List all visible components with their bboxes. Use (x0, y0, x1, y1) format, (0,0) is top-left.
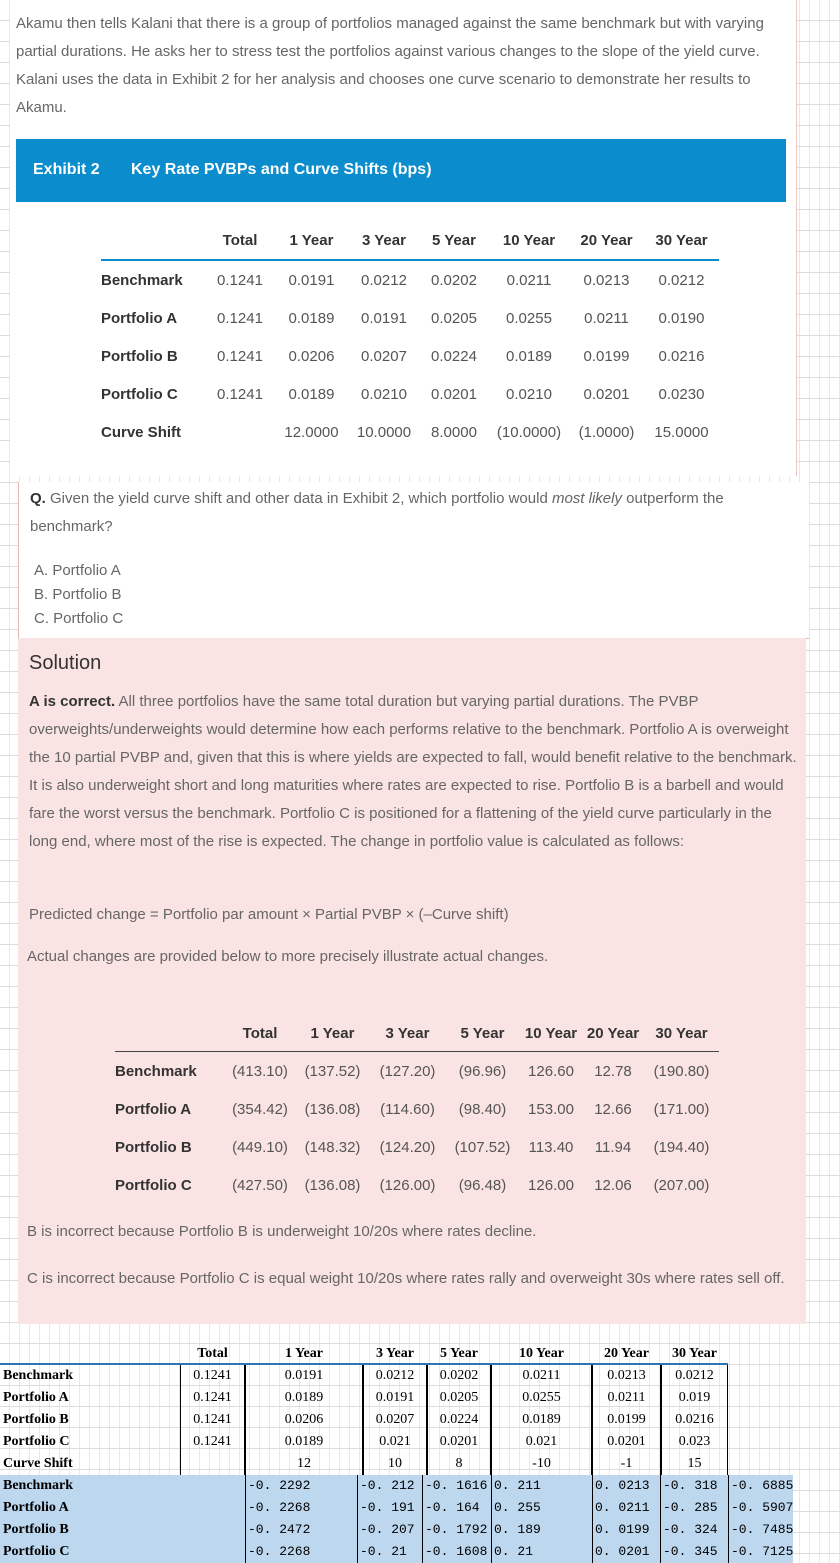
exhibit-cell: 0.0189 (506, 347, 552, 365)
exhibit-number: Exhibit 2 (33, 161, 100, 178)
sheet-cell[interactable]: 0.1241 (180, 1431, 245, 1453)
exhibit-cell: (10.0000) (496, 423, 562, 441)
sheet-result-row-label[interactable]: Benchmark (3, 1478, 73, 1493)
sheet-result-cell[interactable]: 0. 21 (491, 1541, 592, 1563)
actual-cell: (96.48) (458, 1176, 507, 1194)
exhibit-row (101, 337, 719, 375)
sheet-result-cell[interactable]: -0. 5907 (728, 1497, 793, 1519)
exhibit-col-header: 20 Year (569, 222, 644, 260)
actual-cell: (126.00) (379, 1176, 436, 1194)
actual-cell: 113.40 (528, 1138, 574, 1156)
exhibit-header (16, 139, 786, 202)
sheet-cell[interactable]: 8 (427, 1453, 491, 1475)
sheet-cell[interactable]: 0.1241 (180, 1387, 245, 1409)
correct-answer-label: A is correct. (29, 693, 116, 710)
actual-changes-note: Actual changes are provided below to more precisely illustrate actual changes. (27, 948, 549, 965)
exhibit-cell: 0.0199 (583, 347, 630, 365)
actual-col-header (115, 993, 225, 1052)
actual-cell: (114.60) (380, 1100, 435, 1118)
exhibit-cell: 0.0201 (583, 385, 630, 403)
sheet-cell[interactable]: 0.021 (363, 1431, 427, 1453)
actual-cell: (137.52) (304, 1062, 361, 1080)
question-text (30, 485, 800, 541)
option-b[interactable]: B. Portfolio B (34, 586, 122, 603)
sheet-result-cell[interactable]: 0. 189 (491, 1519, 592, 1541)
question-emphasis: most likely (551, 490, 622, 507)
exhibit-cell: 8.0000 (431, 423, 477, 441)
sheet-result-cell[interactable]: -0. 2292 (245, 1475, 357, 1497)
actual-cell: (136.08) (304, 1100, 361, 1118)
sheet-result-cell[interactable]: 0. 211 (491, 1475, 592, 1497)
exhibit-cell: 0.0213 (583, 271, 630, 289)
sheet-result-cell[interactable]: 0. 0199 (592, 1519, 660, 1541)
spreadsheet-header-rule (0, 1363, 728, 1365)
exhibit-cell: 0.0191 (361, 309, 407, 327)
exhibit-col-header: 30 Year (644, 222, 719, 260)
actual-col-header: 10 Year (520, 993, 582, 1052)
sheet-result-cell[interactable]: -0. 345 (660, 1541, 728, 1563)
sheet-cell[interactable]: 0.0224 (427, 1409, 491, 1431)
sheet-cell[interactable]: 0.023 (661, 1431, 728, 1453)
sheet-cell[interactable]: 0.1241 (180, 1365, 245, 1387)
exhibit-cell: 0.0189 (288, 385, 335, 403)
solution-panel (18, 638, 806, 1324)
sheet-cell[interactable]: 0.0191 (363, 1387, 427, 1409)
problem-panel (10, 0, 797, 476)
sheet-result-cell[interactable]: -0. 285 (660, 1497, 728, 1519)
spreadsheet-grid[interactable] (0, 1343, 840, 1563)
exhibit-row (101, 260, 719, 299)
actual-col-header: 20 Year (582, 993, 644, 1052)
sheet-result-cell[interactable]: 0. 0211 (592, 1497, 660, 1519)
exhibit-table (101, 222, 719, 451)
sheet-col-header[interactable]: 3 Year (376, 1346, 414, 1361)
actual-cell: (107.52) (454, 1138, 511, 1156)
sheet-cell[interactable]: 0.019 (661, 1387, 728, 1409)
sheet-row-label[interactable]: Portfolio B (3, 1412, 69, 1427)
exhibit-cell: 0.0206 (288, 347, 335, 365)
exhibit-cell: 0.0191 (288, 271, 335, 289)
sheet-row-label[interactable]: Portfolio C (3, 1434, 70, 1449)
sheet-cell[interactable]: 0.0191 (245, 1365, 363, 1387)
exhibit-cell: 0.0212 (658, 271, 705, 289)
actual-row (115, 1052, 719, 1091)
actual-col-header: 5 Year (445, 993, 520, 1052)
actual-row (115, 1128, 719, 1166)
actual-cell: 12.06 (594, 1176, 632, 1194)
sheet-result-cell[interactable]: -0. 1608 (422, 1541, 491, 1563)
actual-col-header: Total (225, 993, 295, 1052)
sheet-cell[interactable]: 15 (661, 1453, 728, 1475)
actual-col-header: 30 Year (644, 993, 719, 1052)
sheet-cell[interactable]: 0.021 (491, 1431, 592, 1453)
actual-cell: (194.40) (653, 1138, 710, 1156)
question-text-after: outperform the benchmark? (30, 490, 724, 535)
actual-col-header: 3 Year (370, 993, 445, 1052)
sheet-row-label[interactable]: Portfolio A (3, 1390, 69, 1405)
actual-cell: (124.20) (379, 1138, 436, 1156)
actual-row-label: Benchmark (115, 1062, 197, 1080)
sheet-result-row-label[interactable]: Portfolio A (3, 1500, 69, 1515)
sheet-row-label[interactable]: Curve Shift (3, 1456, 73, 1471)
exhibit-row-label: Portfolio B (101, 347, 178, 365)
solution-explanation (29, 688, 804, 856)
sheet-result-row-label[interactable]: Portfolio C (3, 1544, 70, 1559)
option-b-explanation: B is incorrect because Portfolio B is underweight 10/20s where rates decline. (27, 1223, 537, 1240)
solution-explanation-text: All three portfolios have the same total duration but varying partial durations. The PVBP overweights/underweights would determine how each performs relative to the benchmark. Portfolio A is overweight the 10 partial PVBP and, given that this is where yields are expected to fall, would benefit relative to the benchmark. It is also underweight short and long maturities where rates are expected to rise. Portfolio B is a barbell and would fare the worst versus the benchmark. Portfolio C is positioned for a flattening of the yield curve particularly in the long end, where most of the rise is expected. The change in portfolio value is calculated as follows: (29, 693, 797, 850)
exhibit-cell: 0.0211 (506, 271, 552, 289)
actual-cell: (207.00) (653, 1176, 710, 1194)
exhibit-cell (206, 413, 274, 451)
actual-row-label: Portfolio A (115, 1100, 192, 1118)
exhibit-row-label: Curve Shift (101, 423, 182, 441)
exhibit-cell: 0.1241 (217, 309, 263, 327)
sheet-result-cell[interactable]: -0. 207 (357, 1519, 422, 1541)
option-a[interactable]: A. Portfolio A (34, 562, 121, 579)
actual-cell: (190.80) (653, 1062, 710, 1080)
solution-title: Solution (29, 652, 102, 674)
predicted-change-formula: Predicted change = Portfolio par amount × Partial PVBP × (–Curve shift) (29, 906, 509, 923)
sheet-cell[interactable]: 0.0212 (661, 1365, 728, 1387)
actual-changes-table (115, 993, 719, 1204)
sheet-col-header[interactable]: Total (197, 1346, 228, 1361)
exhibit-cell: 0.0212 (361, 271, 407, 289)
sheet-cell[interactable]: -1 (592, 1453, 661, 1475)
sheet-result-cell[interactable]: -0. 324 (660, 1519, 728, 1541)
option-c[interactable]: C. Portfolio C (34, 610, 124, 627)
exhibit-row (101, 375, 719, 413)
actual-row-label: Portfolio C (115, 1176, 192, 1194)
actual-cell: (98.40) (458, 1100, 507, 1118)
sheet-col-header[interactable]: 5 Year (440, 1346, 478, 1361)
sheet-cell[interactable]: 0.0206 (245, 1409, 363, 1431)
actual-row (115, 1166, 719, 1204)
actual-cell: 126.00 (528, 1176, 574, 1194)
actual-cell: (449.10) (232, 1138, 288, 1156)
actual-cell: (96.96) (458, 1062, 507, 1080)
sheet-cell[interactable]: 0.0189 (245, 1387, 363, 1409)
exhibit-col-header: Total (206, 222, 274, 260)
actual-cell: (148.32) (304, 1138, 361, 1156)
actual-cell: 153.00 (528, 1100, 574, 1118)
exhibit-cell: 0.0211 (584, 309, 629, 327)
exhibit-cell: 0.1241 (217, 347, 263, 365)
exhibit-cell: 0.0202 (431, 271, 477, 289)
exhibit-cell: 0.0201 (431, 385, 477, 403)
sheet-cell[interactable]: 0.1241 (180, 1409, 245, 1431)
exhibit-cell: 0.0205 (431, 309, 477, 327)
sheet-col-header[interactable]: 30 Year (672, 1346, 717, 1361)
sheet-result-cell[interactable]: -0. 7485 (728, 1519, 793, 1541)
sheet-result-cell[interactable]: -0. 7125 (728, 1541, 793, 1563)
actual-cell: (354.42) (232, 1100, 288, 1118)
exhibit-cell: 10.0000 (356, 423, 412, 441)
sheet-col-header[interactable]: 20 Year (604, 1346, 649, 1361)
exhibit-cell: 0.0255 (506, 309, 552, 327)
exhibit-cell: 0.0230 (658, 385, 705, 403)
sheet-result-cell[interactable]: -0. 212 (357, 1475, 422, 1497)
actual-cell: (171.00) (653, 1100, 710, 1118)
sheet-cell[interactable]: 12 (245, 1453, 363, 1475)
sheet-result-cell[interactable]: 0. 0201 (592, 1541, 660, 1563)
exhibit-col-header: 1 Year (274, 222, 349, 260)
exhibit-cell: 15.0000 (654, 423, 709, 441)
sheet-cell[interactable]: 0.0205 (427, 1387, 491, 1409)
sheet-cell[interactable]: 0.0189 (491, 1409, 592, 1431)
sheet-cell[interactable]: 0.0202 (427, 1365, 491, 1387)
sheet-result-cell[interactable]: -0. 1616 (422, 1475, 491, 1497)
question-text-before: Given the yield curve shift and other data in Exhibit 2, which portfolio would (45, 490, 552, 507)
actual-row-label: Portfolio B (115, 1138, 192, 1156)
option-c-explanation: C is incorrect because Portfolio C is equal weight 10/20s where rates rally and overweight 30s where rates sell off. (27, 1270, 785, 1287)
sheet-col-header[interactable]: 1 Year (285, 1346, 323, 1361)
sheet-row-label[interactable]: Benchmark (3, 1368, 73, 1383)
intro-paragraph: Akamu then tells Kalani that there is a group of portfolios managed against the same benchmark but with varying partial durations. He asks her to stress test the portfolios against various changes to the slope of the yield curve. Kalani uses the data in Exhibit 2 for her analysis and chooses one curve scenario to demonstrate her results to Akamu. (16, 15, 764, 116)
actual-row (115, 1090, 719, 1128)
sheet-result-cell[interactable]: -0. 2268 (245, 1541, 357, 1563)
sheet-cell[interactable]: -10 (491, 1453, 592, 1475)
exhibit-cell: 0.0216 (658, 347, 705, 365)
sheet-result-cell[interactable]: -0. 318 (660, 1475, 728, 1497)
sheet-result-cell[interactable]: 0. 255 (491, 1497, 592, 1519)
sheet-cell[interactable]: 0.0211 (491, 1365, 592, 1387)
sheet-result-row-label[interactable]: Portfolio B (3, 1522, 69, 1537)
sheet-result-cell[interactable]: 0. 0213 (592, 1475, 660, 1497)
sheet-cell[interactable]: 0.0201 (427, 1431, 491, 1453)
sheet-cell[interactable]: 10 (363, 1453, 427, 1475)
answer-options (34, 559, 123, 631)
sheet-cell[interactable]: 0.0255 (491, 1387, 592, 1409)
sheet-cell[interactable] (180, 1453, 245, 1475)
sheet-result-cell[interactable]: -0. 6885 (728, 1475, 793, 1497)
actual-cell: 11.94 (594, 1138, 632, 1156)
sheet-result-cell[interactable]: -0. 164 (422, 1497, 491, 1519)
actual-cell: (136.08) (304, 1176, 361, 1194)
exhibit-cell: 0.0224 (431, 347, 477, 365)
sheet-result-cell[interactable]: -0. 2472 (245, 1519, 357, 1541)
sheet-col-header[interactable]: 10 Year (519, 1346, 564, 1361)
exhibit-col-header: 3 Year (349, 222, 419, 260)
sheet-cell[interactable]: 0.0211 (592, 1387, 661, 1409)
exhibit-cell: (1.0000) (578, 423, 635, 441)
actual-cell: 12.78 (594, 1062, 632, 1080)
exhibit-cell: 0.0210 (361, 385, 407, 403)
exhibit-col-header (101, 222, 206, 260)
actual-cell: (127.20) (379, 1062, 436, 1080)
sheet-cell[interactable]: 0.0212 (363, 1365, 427, 1387)
exhibit-cell: 0.0189 (288, 309, 335, 327)
sheet-cell[interactable]: 0.0199 (592, 1409, 661, 1431)
sheet-result-cell[interactable]: -0. 2268 (245, 1497, 357, 1519)
actual-col-header: 1 Year (295, 993, 370, 1052)
sheet-result-cell[interactable]: -0. 1792 (422, 1519, 491, 1541)
sheet-result-cell[interactable]: -0. 21 (357, 1541, 422, 1563)
exhibit-col-header: 5 Year (419, 222, 489, 260)
exhibit-cell: 0.0207 (361, 347, 407, 365)
actual-cell: (427.50) (232, 1176, 288, 1194)
actual-cell: 12.66 (594, 1100, 632, 1118)
exhibit-row-label: Benchmark (101, 271, 183, 289)
sheet-cell[interactable]: 0.0189 (245, 1431, 363, 1453)
exhibit-row-label: Portfolio A (101, 309, 178, 327)
exhibit-cell: 0.1241 (217, 271, 263, 289)
exhibit-row (101, 299, 719, 337)
sheet-cell[interactable]: 0.0216 (661, 1409, 728, 1431)
exhibit-cell: 0.0210 (506, 385, 552, 403)
exhibit-title: Key Rate PVBPs and Curve Shifts (bps) (131, 161, 432, 178)
sheet-result-cell[interactable]: -0. 191 (357, 1497, 422, 1519)
question-panel (18, 482, 809, 639)
actual-cell: (413.10) (232, 1062, 288, 1080)
exhibit-cell: 12.0000 (284, 423, 339, 441)
exhibit-row (101, 413, 719, 451)
exhibit-cell: 0.0190 (658, 309, 705, 327)
actual-cell: 126.60 (528, 1062, 574, 1080)
exhibit-cell: 0.1241 (217, 385, 263, 403)
sheet-cell[interactable]: 0.0201 (592, 1431, 661, 1453)
sheet-cell[interactable]: 0.0207 (363, 1409, 427, 1431)
exhibit-col-header: 10 Year (489, 222, 569, 260)
exhibit-row-label: Portfolio C (101, 385, 178, 403)
question-label: Q. (30, 490, 46, 507)
sheet-cell[interactable]: 0.0213 (592, 1365, 661, 1387)
